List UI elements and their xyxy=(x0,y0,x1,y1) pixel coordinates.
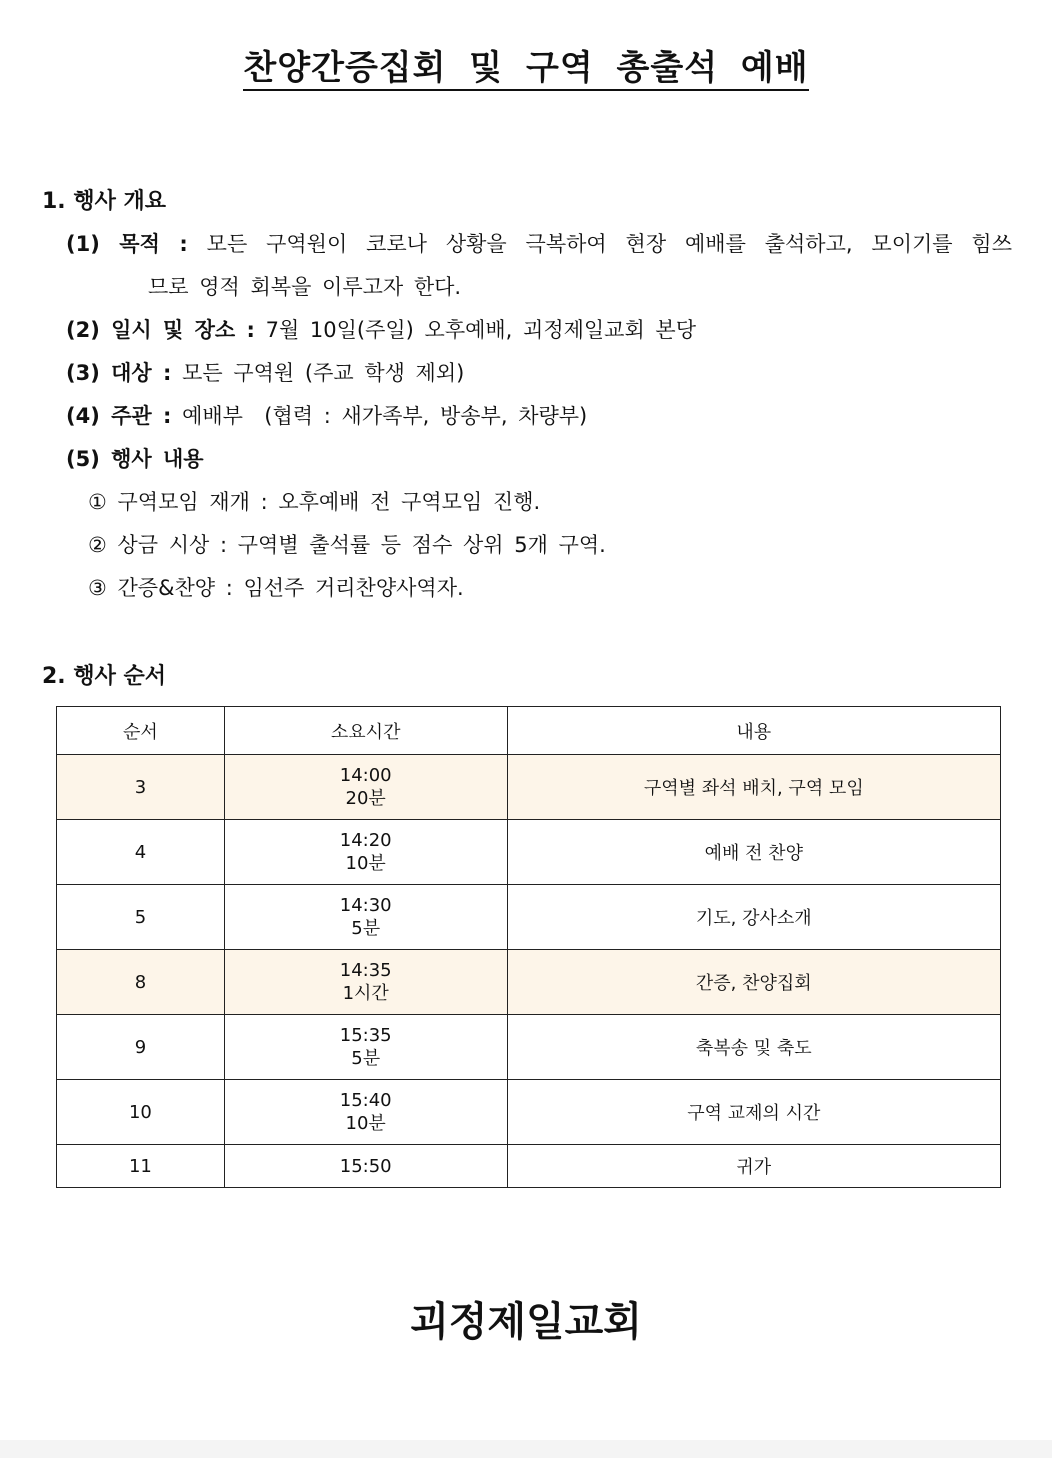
table-row xyxy=(57,820,1001,885)
start-time: 14:30 xyxy=(339,895,392,916)
content-label: (5) 행사 내용 xyxy=(66,447,204,471)
table-row xyxy=(57,1080,1001,1145)
start-time: 15:50 xyxy=(339,1155,392,1177)
start-time: 15:35 xyxy=(339,1025,392,1046)
order-cell: 5 xyxy=(57,885,225,950)
purpose-text-2: 므로 영적 회복을 이루고자 한다. xyxy=(148,275,462,299)
content-cell: 구역별 좌석 배치, 구역 모임 xyxy=(507,755,1000,820)
table-header-row xyxy=(57,707,1001,755)
datetime-label: (2) 일시 및 장소 : xyxy=(66,318,255,342)
page-bottom-edge xyxy=(0,1440,1052,1458)
column-header-duration: 소요시간 xyxy=(224,707,507,755)
table-row xyxy=(57,1015,1001,1080)
table-row xyxy=(57,755,1001,820)
content-cell: 예배 전 찬양 xyxy=(507,820,1000,885)
order-cell: 11 xyxy=(57,1145,225,1188)
table-row xyxy=(57,885,1001,950)
content-cell: 귀가 xyxy=(507,1145,1000,1188)
time-cell xyxy=(224,820,507,885)
table-row xyxy=(57,950,1001,1015)
start-time: 14:00 xyxy=(339,765,392,786)
time-cell xyxy=(224,1080,507,1145)
purpose-text-1: 모든 구역원이 코로나 상황을 극복하여 현장 예배를 출석하고, 모이기를 힘쓰 xyxy=(206,232,1012,256)
section-1-heading: 1. 행사 개요 xyxy=(42,189,166,214)
duration: 20분 xyxy=(345,788,386,809)
duration: 10분 xyxy=(345,1113,386,1134)
column-header-order: 순서 xyxy=(57,707,225,755)
target-line xyxy=(66,357,464,387)
duration: 5분 xyxy=(351,1048,381,1069)
column-header-content: 내용 xyxy=(507,707,1000,755)
duration: 5분 xyxy=(351,918,381,939)
host-label: (4) 주관 : xyxy=(66,404,172,428)
duration: 10분 xyxy=(345,853,386,874)
time-cell xyxy=(224,885,507,950)
time-cell xyxy=(224,1145,507,1188)
content-cell: 기도, 강사소개 xyxy=(507,885,1000,950)
order-cell: 4 xyxy=(57,820,225,885)
start-time: 14:35 xyxy=(339,960,392,981)
time-cell xyxy=(224,1015,507,1080)
schedule-table xyxy=(56,706,1001,1188)
purpose-line-1 xyxy=(66,228,1012,258)
table-row xyxy=(57,1145,1001,1188)
content-cell: 구역 교제의 시간 xyxy=(507,1080,1000,1145)
target-label: (3) 대상 : xyxy=(66,361,172,385)
section-2-heading: 2. 행사 순서 xyxy=(42,664,166,689)
order-cell: 8 xyxy=(57,950,225,1015)
datetime-text: 7월 10일(주일) 오후예배, 괴정제일교회 본당 xyxy=(265,318,696,342)
content-cell: 간증, 찬양집회 xyxy=(507,950,1000,1015)
purpose-label: (1) 목적 : xyxy=(66,232,188,256)
datetime-line xyxy=(66,314,696,344)
host-text: 예배부 (협력 : 새가족부, 방송부, 차량부) xyxy=(182,404,588,428)
target-text: 모든 구역원 (주교 학생 제외) xyxy=(182,361,465,385)
host-line xyxy=(66,400,587,430)
content-cell: 축복송 및 축도 xyxy=(507,1015,1000,1080)
content-item-1: ① 구역모임 재개 : 오후예배 전 구역모임 진행. xyxy=(88,490,541,514)
duration: 1시간 xyxy=(342,983,389,1004)
start-time: 15:40 xyxy=(339,1090,392,1111)
church-name-footer: 괴정제일교회 xyxy=(410,1299,642,1345)
order-cell: 9 xyxy=(57,1015,225,1080)
time-cell xyxy=(224,755,507,820)
document-title: 찬양간증집회 및 구역 총출석 예배 xyxy=(0,40,1052,89)
order-cell: 3 xyxy=(57,755,225,820)
content-item-2: ② 상금 시상 : 구역별 출석률 등 점수 상위 5개 구역. xyxy=(88,533,606,557)
time-cell xyxy=(224,950,507,1015)
content-item-3: ③ 간증&찬양 : 임선주 거리찬양사역자. xyxy=(88,576,464,600)
start-time: 14:20 xyxy=(339,830,392,851)
order-cell: 10 xyxy=(57,1080,225,1145)
